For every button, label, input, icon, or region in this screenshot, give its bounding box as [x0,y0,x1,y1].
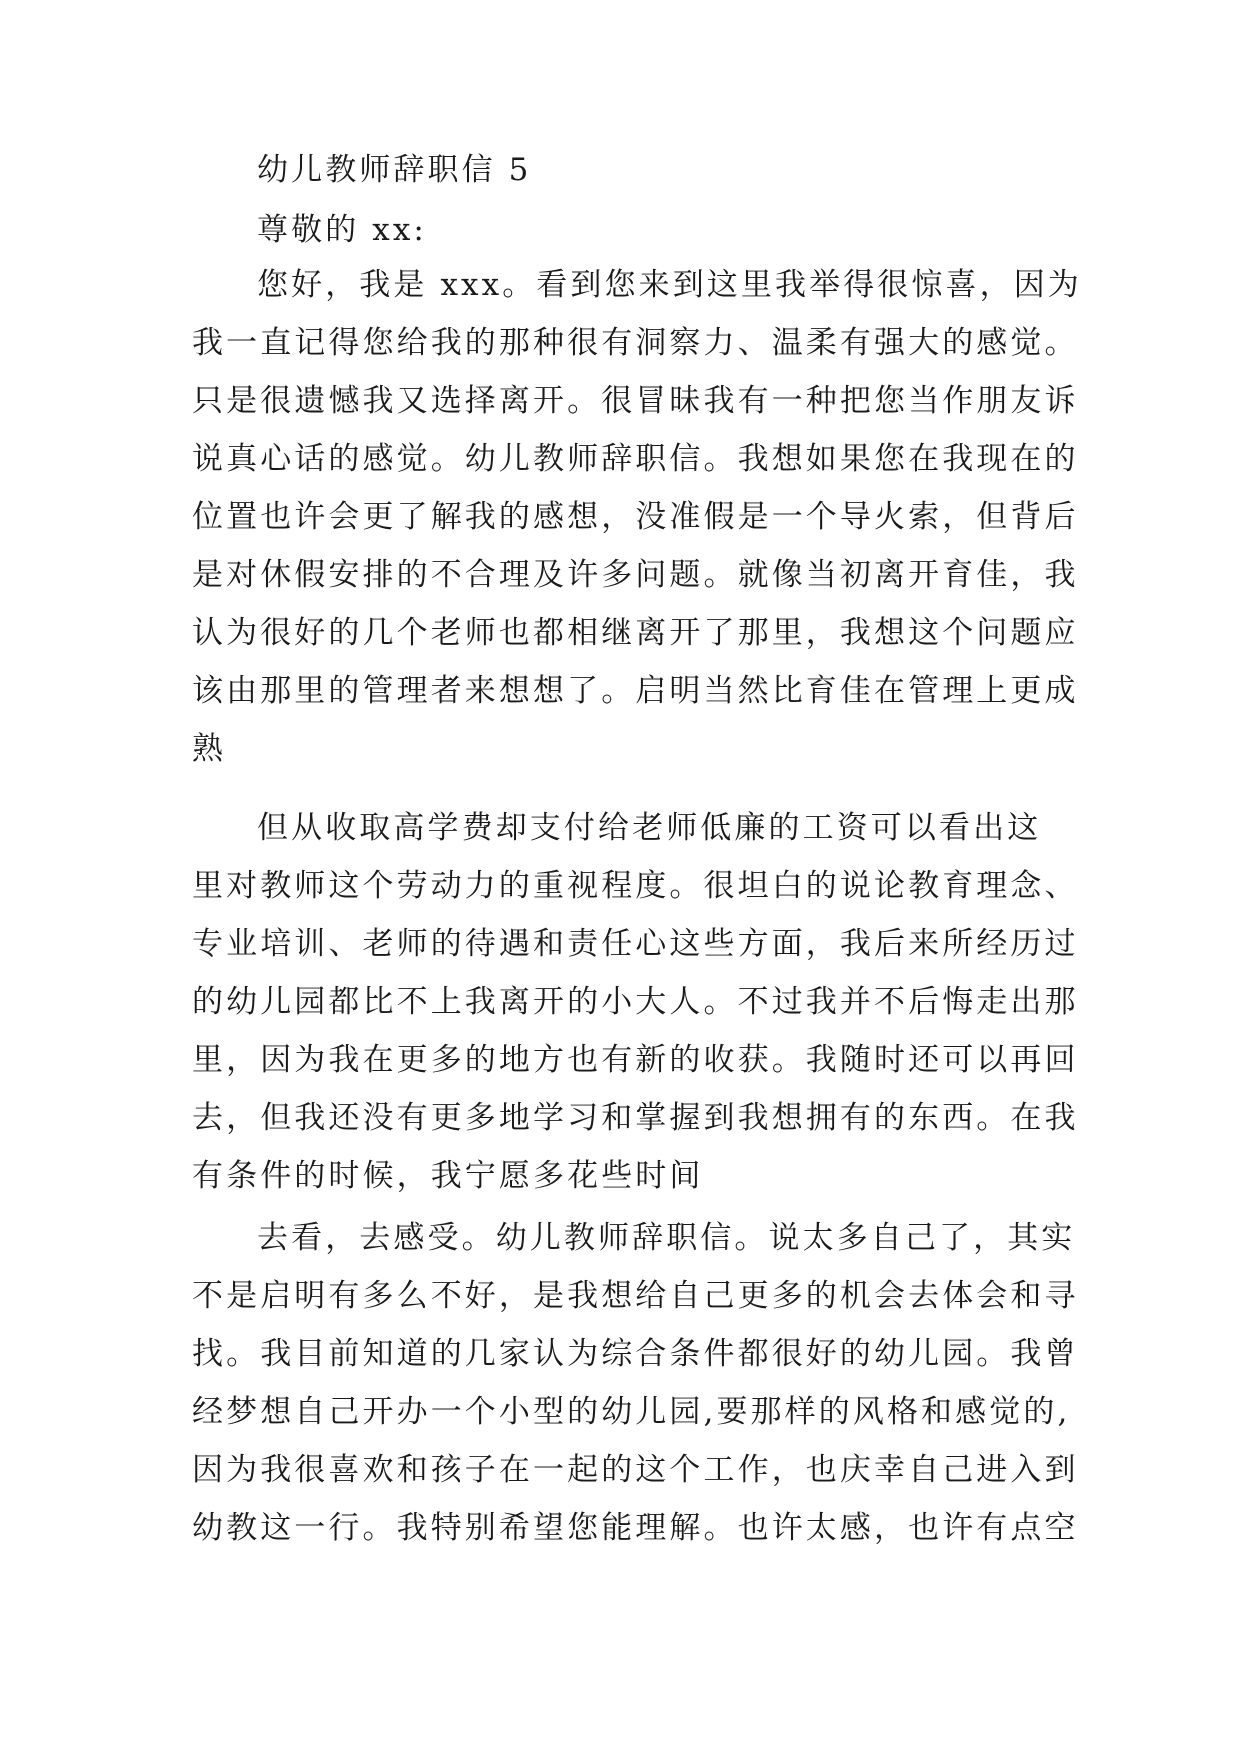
text-line: 说真心话的感觉。幼儿教师辞职信。我想如果您在我现在的 [192,441,1079,477]
text-line: 因为我很喜欢和孩子在一起的这个工作，也庆幸自己进入到 [192,1452,1079,1488]
text-line: 认为很好的几个老师也都相继离开了那里，我想这个问题应 [192,615,1079,651]
text-line: 的幼儿园都比不上我离开的小大人。不过我并不后悔走出那 [192,984,1079,1020]
document-title: 幼儿教师辞职信 5 [257,152,532,188]
text-line: 不是启明有多么不好，是我想给自己更多的机会去体会和寻 [192,1278,1079,1314]
text-line: 专业培训、老师的待遇和责任心这些方面，我后来所经历过 [192,926,1079,962]
text-line: 只是很遗憾我又选择离开。很冒昧我有一种把您当作朋友诉 [192,383,1079,419]
text-line: 找。我目前知道的几家认为综合条件都很好的幼儿园。我曾 [192,1336,1079,1372]
text-line: 幼教这一行。我特别希望您能理解。也许太感，也许有点空 [192,1510,1079,1546]
text-line: 熟 [192,731,227,767]
text-line: 位置也许会更了解我的感想，没准假是一个导火索，但背后 [192,499,1079,535]
text-line: 去，但我还没有更多地学习和掌握到我想拥有的东西。在我 [192,1100,1079,1136]
text-line: 有条件的时候，我宁愿多花些时间 [192,1158,704,1194]
text-line: 是对休假安排的不合理及许多问题。就像当初离开育佳，我 [192,557,1079,593]
text-line: 里，因为我在更多的地方也有新的收获。我随时还可以再回 [192,1042,1079,1078]
salutation: 尊敬的 xx: [257,212,427,248]
text-line: 您好，我是 xxx。看到您来到这里我举得很惊喜，因为 [257,267,1082,303]
text-line: 去看，去感受。幼儿教师辞职信。说太多自己了，其实 [257,1220,1076,1256]
text-line: 里对教师这个劳动力的重视程度。很坦白的说论教育理念、 [192,868,1079,904]
text-line: 经梦想自己开办一个小型的幼儿园,要那样的风格和感觉的, [192,1394,1071,1430]
text-line: 该由那里的管理者来想想了。启明当然比育佳在管理上更成 [192,673,1079,709]
text-line: 但从收取高学费却支付给老师低廉的工资可以看出这 [257,810,1042,846]
text-line: 我一直记得您给我的那种很有洞察力、温柔有强大的感觉。 [192,325,1079,361]
